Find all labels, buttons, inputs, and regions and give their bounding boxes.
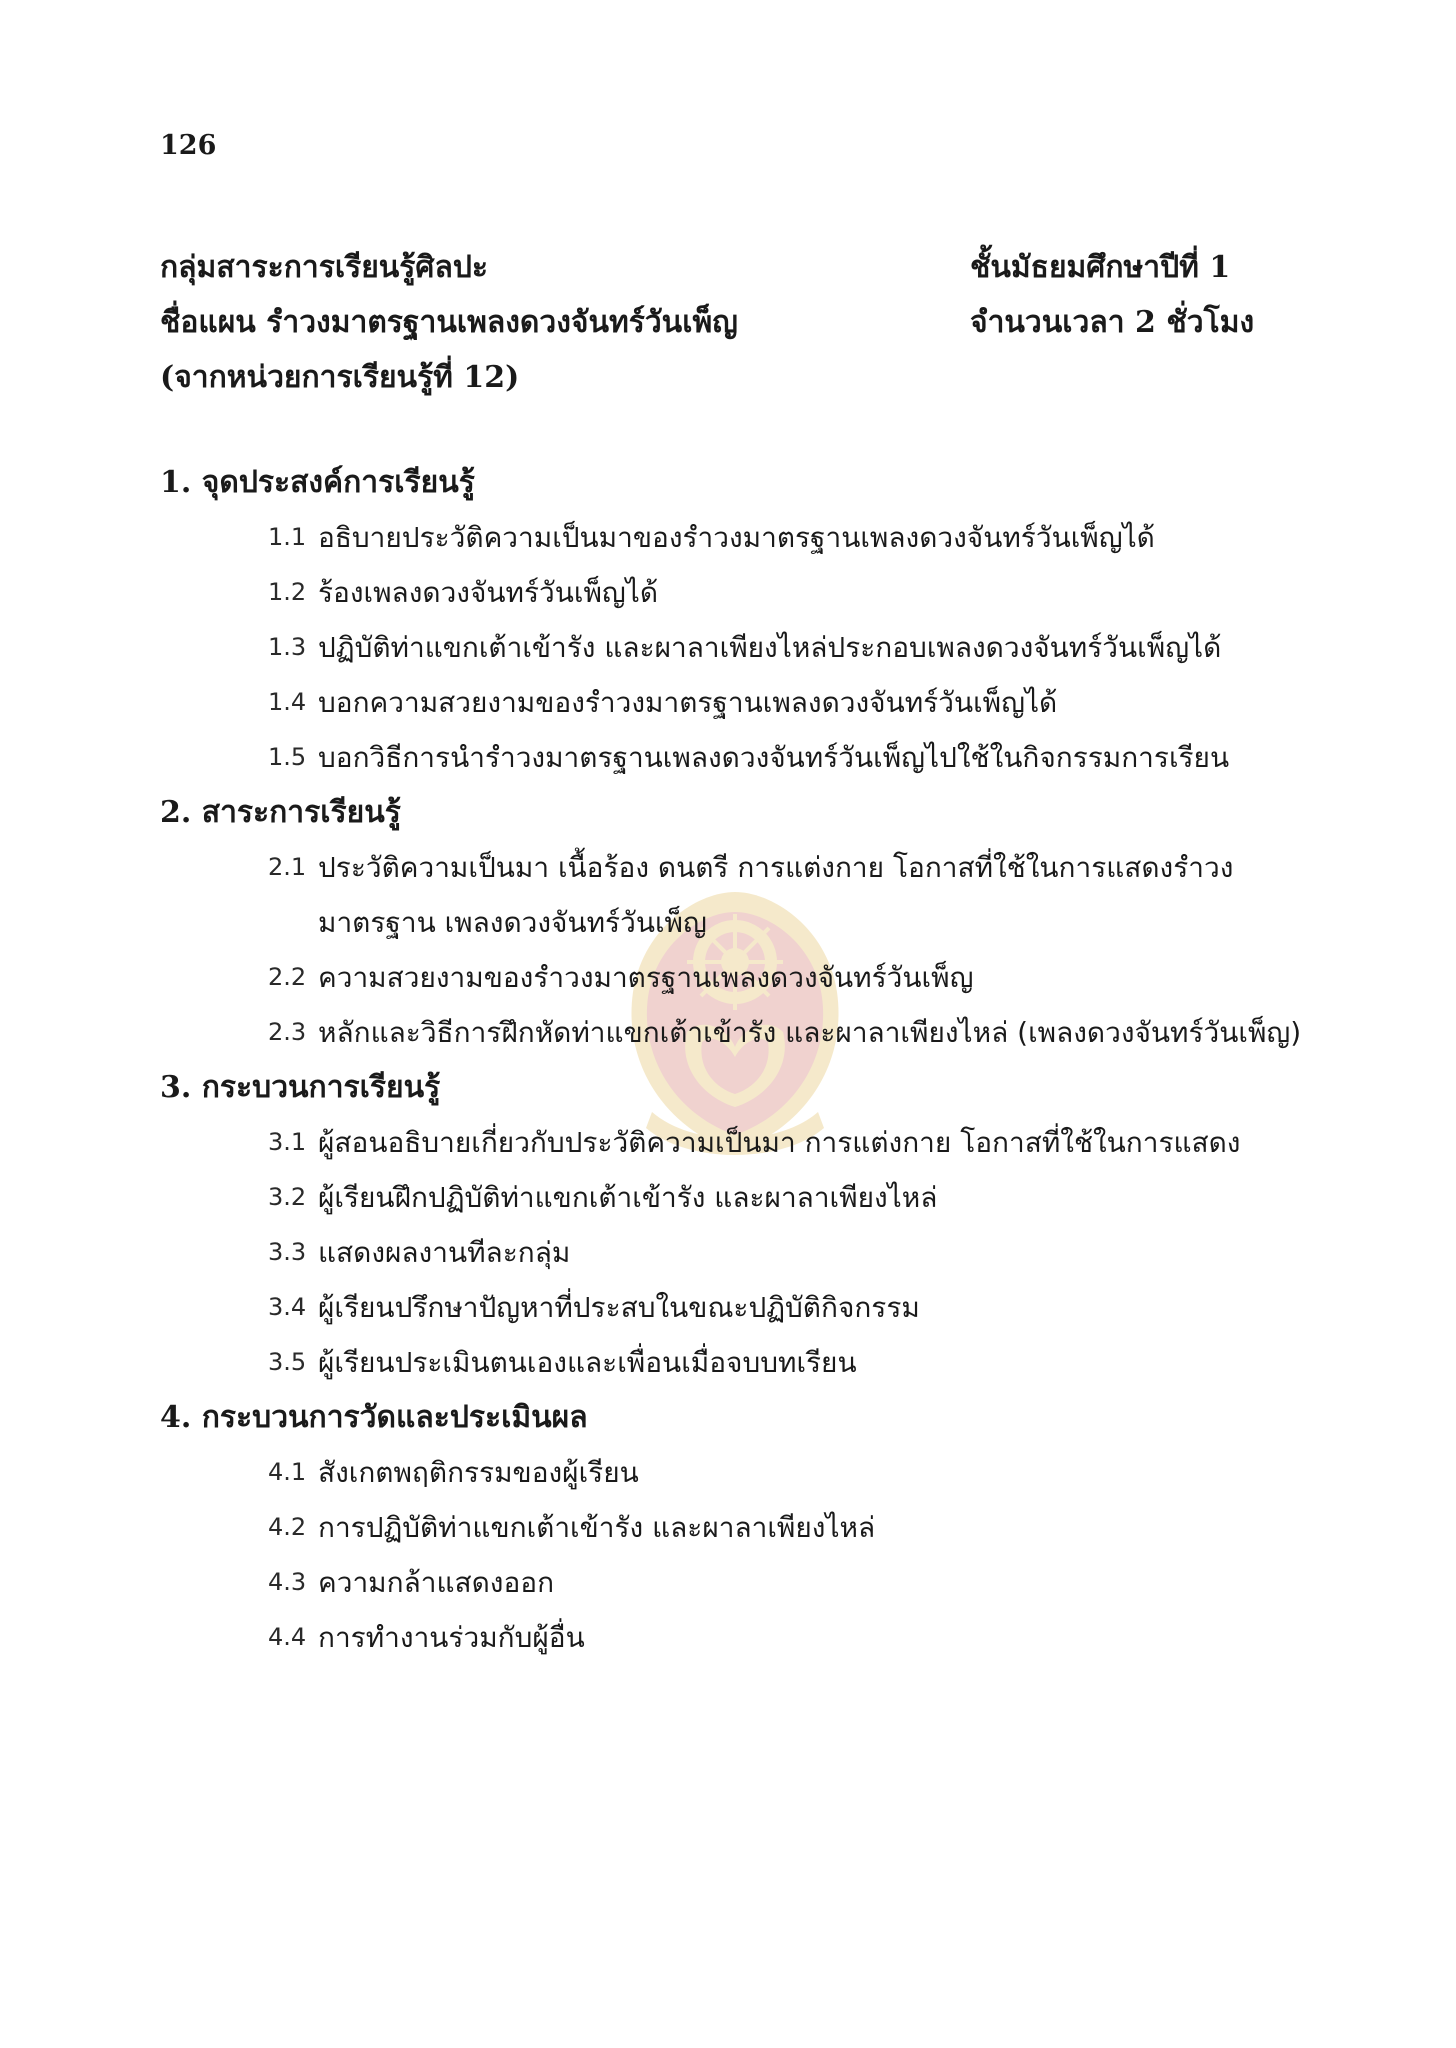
section-title: 3. กระบวนการเรียนรู้ xyxy=(160,1070,441,1105)
grade-level: ชั้นมัธยมศึกษาปีที่ 1 xyxy=(970,250,1231,285)
plan-name: ชื่อแผน รำวงมาตรฐานเพลงดวงจันทร์วันเพ็ญ xyxy=(160,305,738,340)
item-number: 4.1 xyxy=(268,1458,307,1486)
item-text: ประวัติความเป็นมา เนื้อร้อง ดนตรี การแต่งกาย โอกาสที่ใช้ในการแสดงรำวงมาตรฐาน เพลงดวงจันทร์วันเพ็ญ xyxy=(318,851,1234,939)
list-item xyxy=(160,510,1360,565)
item-number: 4.2 xyxy=(268,1513,307,1541)
list-item xyxy=(160,1280,1360,1335)
section-title: 4. กระบวนการวัดและประเมินผล xyxy=(160,1400,588,1435)
item-text: ปฏิบัติท่าแขกเต้าเข้ารัง และผาลาเพียงไหล่ประกอบเพลงดวงจันทร์วันเพ็ญได้ xyxy=(318,631,1222,664)
section-evaluation xyxy=(160,1390,1360,1665)
item-text: ความสวยงามของรำวงมาตรฐานเพลงดวงจันทร์วันเพ็ญ xyxy=(318,961,974,994)
list-item xyxy=(160,1225,1360,1280)
item-number: 3.4 xyxy=(268,1293,307,1321)
section-objectives xyxy=(160,455,1360,785)
item-number: 3.2 xyxy=(268,1183,307,1211)
header-row-3 xyxy=(160,350,1300,405)
item-text: บอกความสวยงามของรำวงมาตรฐานเพลงดวงจันทร์วันเพ็ญได้ xyxy=(318,686,1058,719)
item-text: ความกล้าแสดงออก xyxy=(318,1566,555,1599)
list-item xyxy=(160,950,1360,1005)
header-row-2 xyxy=(160,295,1300,350)
item-text: อธิบายประวัติความเป็นมาของรำวงมาตรฐานเพลงดวงจันทร์วันเพ็ญได้ xyxy=(318,521,1155,554)
page-number: 126 xyxy=(160,130,217,161)
list-item xyxy=(160,1500,1360,1555)
header-row-1 xyxy=(160,240,1300,295)
section-title: 1. จุดประสงค์การเรียนรู้ xyxy=(160,465,475,500)
list-item xyxy=(160,565,1360,620)
item-number: 2.1 xyxy=(268,853,307,881)
unit-reference: (จากหน่วยการเรียนรู้ที่ 12) xyxy=(160,360,520,395)
list-item xyxy=(160,840,1360,950)
item-text: การปฏิบัติท่าแขกเต้าเข้ารัง และผาลาเพียงไหล่ xyxy=(318,1511,876,1544)
section-process xyxy=(160,1060,1360,1390)
section-content xyxy=(160,785,1360,1060)
item-number: 1.5 xyxy=(268,743,307,771)
item-text: ร้องเพลงดวงจันทร์วันเพ็ญได้ xyxy=(318,576,659,609)
list-item xyxy=(160,1555,1360,1610)
item-text: ผู้เรียนฝึกปฏิบัติท่าแขกเต้าเข้ารัง และผาลาเพียงไหล่ xyxy=(318,1181,938,1214)
item-number: 1.1 xyxy=(268,523,307,551)
lesson-content xyxy=(160,455,1360,1665)
item-text: การทำงานร่วมกับผู้อื่น xyxy=(318,1621,585,1654)
item-number: 3.1 xyxy=(268,1128,307,1156)
list-item xyxy=(160,1005,1360,1060)
item-number: 4.4 xyxy=(268,1623,307,1651)
item-number: 3.5 xyxy=(268,1348,307,1376)
list-item xyxy=(160,620,1360,675)
lesson-header xyxy=(160,240,1300,405)
item-number: 1.4 xyxy=(268,688,307,716)
item-number: 2.3 xyxy=(268,1018,307,1046)
item-text: ผู้เรียนประเมินตนเองและเพื่อนเมื่อจบบทเรียน xyxy=(318,1346,857,1379)
list-item xyxy=(160,730,1360,785)
list-item xyxy=(160,1170,1360,1225)
item-number: 3.3 xyxy=(268,1238,307,1266)
item-text: ผู้เรียนปรึกษาปัญหาที่ประสบในขณะปฏิบัติกิจกรรม xyxy=(318,1291,920,1324)
section-title: 2. สาระการเรียนรู้ xyxy=(160,795,401,830)
item-text: บอกวิธีการนำรำวงมาตรฐานเพลงดวงจันทร์วันเพ็ญไปใช้ในกิจกรรมการเรียน xyxy=(318,741,1230,774)
item-text: หลักและวิธีการฝึกหัดท่าแขกเต้าเข้ารัง และผาลาเพียงไหล่ (เพลงดวงจันทร์วันเพ็ญ) xyxy=(318,1016,1302,1049)
list-item xyxy=(160,1445,1360,1500)
list-item xyxy=(160,1335,1360,1390)
item-number: 1.3 xyxy=(268,633,307,661)
item-number: 4.3 xyxy=(268,1568,307,1596)
item-text: ผู้สอนอธิบายเกี่ยวกับประวัติความเป็นมา การแต่งกาย โอกาสที่ใช้ในการแสดง xyxy=(318,1126,1241,1159)
list-item xyxy=(160,675,1360,730)
list-item xyxy=(160,1115,1360,1170)
item-text: สังเกตพฤติกรรมของผู้เรียน xyxy=(318,1456,639,1489)
subject-group: กลุ่มสาระการเรียนรู้ศิลปะ xyxy=(160,250,488,285)
list-item xyxy=(160,1610,1360,1665)
item-number: 1.2 xyxy=(268,578,307,606)
duration: จำนวนเวลา 2 ชั่วโมง xyxy=(970,305,1255,340)
item-number: 2.2 xyxy=(268,963,307,991)
item-text: แสดงผลงานทีละกลุ่ม xyxy=(318,1236,571,1269)
